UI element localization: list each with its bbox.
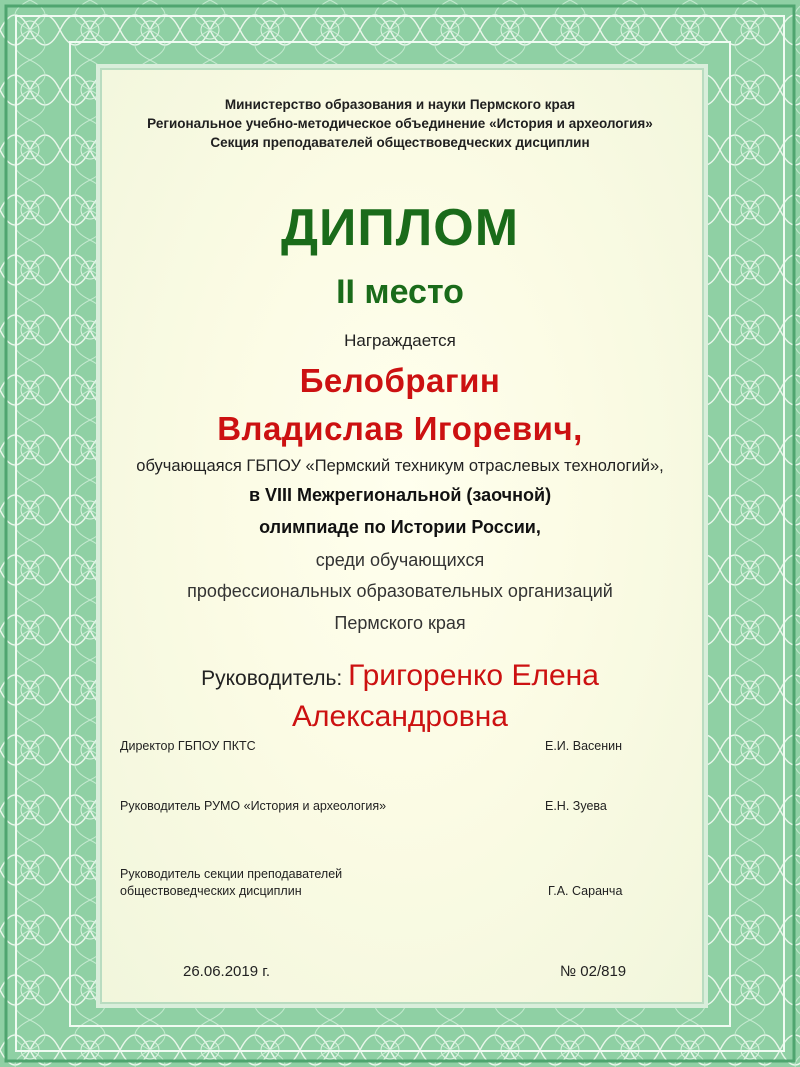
diploma-date: 26.06.2019 г. <box>183 963 271 980</box>
header-section: Секция преподавателей обществоведческих дисциплин <box>210 135 590 150</box>
olympiad-line-1: в VIII Межрегиональной (заочной) <box>248 485 552 505</box>
student-institution: обучающаяся ГБПОУ «Пермский техникум отраслевых технологий», <box>136 457 664 475</box>
audience-line-1: среди обучающихся <box>315 550 485 570</box>
signature-position-section-line-1: Руководитель секции преподавателей <box>120 867 343 881</box>
header-block <box>0 95 800 152</box>
audience-line-2: профессиональных образовательных организаций <box>187 581 613 601</box>
leader-name-line-1: Григоренко Елена <box>348 659 599 692</box>
olympiad-line-2: олимпиаде по Истории России, <box>259 517 541 537</box>
recipient-surname: Белобрагин <box>299 362 501 399</box>
signature-position-rumo: Руководитель РУМО «История и археология» <box>120 799 387 813</box>
diploma-place: II место <box>336 273 464 311</box>
header-ministry: Министерство образования и науки Пермского края <box>224 97 576 112</box>
leader-name-line-2: Александровна <box>292 700 508 733</box>
awarded-label: Награждается <box>344 331 456 350</box>
signature-position-section <box>120 866 342 900</box>
signature-name-section: Г.А. Саранча <box>548 884 623 898</box>
signature-name-rumo: Е.Н. Зуева <box>545 799 607 813</box>
diploma-number: № 02/819 <box>560 963 627 980</box>
audience-line-3: Пермского края <box>334 613 466 633</box>
recipient-given-names: Владислав Игоревич, <box>217 410 583 447</box>
header-association: Региональное учебно-методическое объединение «История и археология» <box>147 116 653 131</box>
diploma-title: ДИПЛОМ <box>280 199 520 257</box>
leader-block <box>0 657 800 736</box>
signature-position-director: Директор ГБПОУ ПКТС <box>120 739 256 753</box>
leader-label: Руководитель: <box>201 667 349 690</box>
signature-name-director: Е.И. Васенин <box>545 739 623 753</box>
signature-position-section-line-2: обществоведческих дисциплин <box>120 884 302 898</box>
